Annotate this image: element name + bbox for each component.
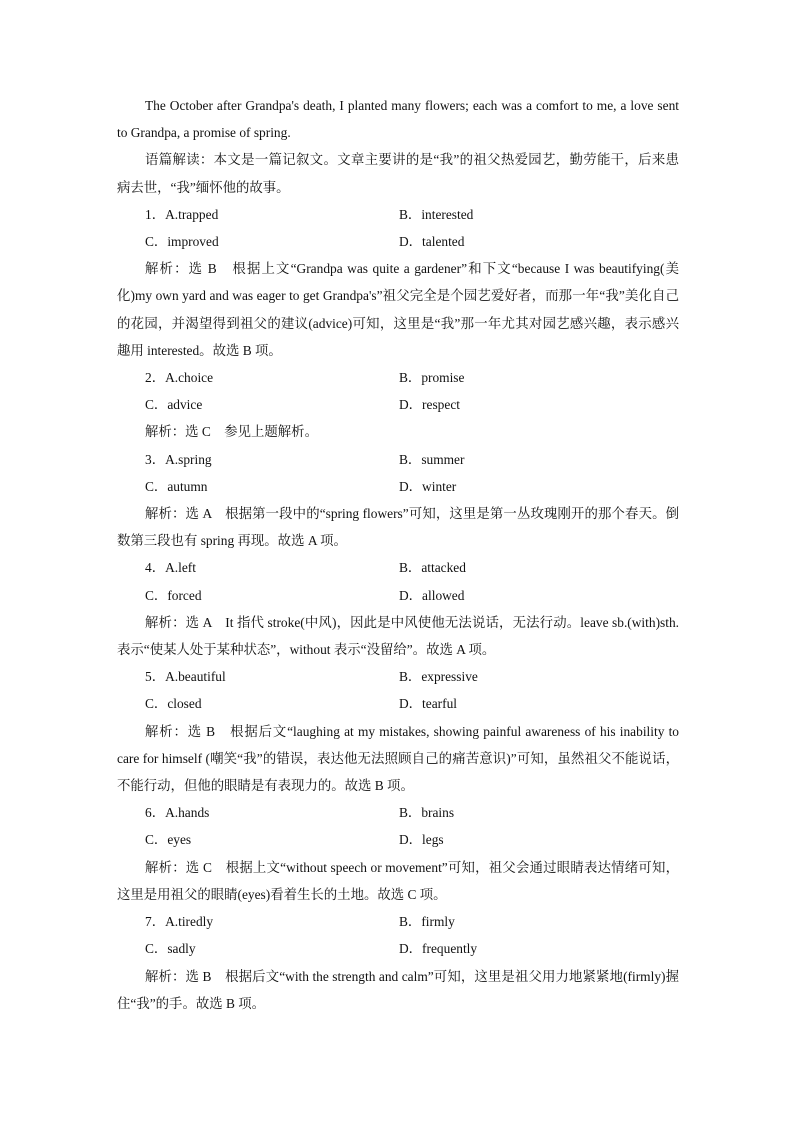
options-row [117, 446, 679, 473]
option-d: D．respect [399, 397, 460, 413]
options-row [117, 799, 679, 826]
option-d: D．frequently [399, 941, 478, 957]
option-a: 3．A.spring [145, 451, 212, 467]
option-d: D．winter [399, 478, 457, 494]
option-c: C．advice [145, 397, 203, 413]
question-1 [117, 201, 679, 364]
answer-analysis: 解析：选 A It 指代 stroke(中风)，因此是中风使他无法说话，无法行动。leave sb.(with)sth.表示“使某人处于某种状态”，without 表示“没留给”。故选 A 项。 [117, 614, 679, 658]
option-c: C．improved [145, 234, 219, 250]
question-2 [117, 364, 679, 446]
question-number: 1． [145, 206, 166, 222]
option-a: 2．A.choice [145, 370, 214, 386]
document-page [117, 92, 679, 1017]
option-b: B．interested [399, 206, 474, 222]
option-d: D．talented [399, 234, 465, 250]
answer-analysis: 解析：选 A 根据第一段中的“spring flowers”可知，这里是第一丛玫瑰刚开的那个春天。倒数第三段也有 spring 再现。故选 A 项。 [117, 506, 679, 549]
option-a: 7．A.tiredly [145, 914, 214, 930]
option-b: B．brains [399, 805, 455, 821]
answer-analysis: 解析：选 B 根据后文“laughing at my mistakes, showing painful awareness of his inability to care for himself (嘲笑“我”的错误，表达他无法照顾自己的痛苦意识)”可知，虽然祖父不能说话，不能行动，但他的眼睛是有表现力的。故选 B 项。 [117, 723, 679, 794]
question-6 [117, 799, 679, 908]
question-5 [117, 663, 679, 799]
question-number: 7． [145, 914, 166, 930]
question-7 [117, 908, 679, 1017]
option-a: 5．A.beautiful [145, 669, 226, 685]
option-c: C．forced [145, 587, 202, 603]
options-row [117, 201, 679, 228]
options-row [117, 473, 679, 500]
options-row [117, 554, 679, 581]
option-c: C．sadly [145, 941, 196, 957]
options-row [117, 582, 679, 609]
option-b: B．promise [399, 370, 465, 386]
options-row [117, 391, 679, 418]
answer-analysis: 解析：选 C 参见上题解析。 [145, 424, 318, 440]
option-b: B．attacked [399, 560, 466, 576]
option-d: D．legs [399, 832, 444, 848]
option-b: B．expressive [399, 669, 478, 685]
option-c: C．eyes [145, 832, 192, 848]
question-number: 2． [145, 370, 166, 386]
question-number: 5． [145, 669, 166, 685]
question-number: 4． [145, 560, 166, 576]
passage-summary: 语篇解读：本文是一篇记叙文。文章主要讲的是“我”的祖父热爱园艺，勤劳能干，后来患病去世，“我”缅怀他的故事。 [117, 152, 679, 195]
options-row [117, 935, 679, 962]
question-4 [117, 554, 679, 663]
question-number: 6． [145, 805, 166, 821]
options-row [117, 908, 679, 935]
option-b: B．summer [399, 451, 465, 467]
options-row [117, 663, 679, 690]
option-a: 1．A.trapped [145, 206, 219, 222]
answer-analysis: 解析：选 C 根据上文“without speech or movement”可知，祖父会通过眼睛表达情绪可知，这里是用祖父的眼睛(eyes)看着生长的土地。故选 C 项。 [117, 859, 679, 902]
options-row [117, 364, 679, 391]
answer-analysis: 解析：选 B 根据上文“Grandpa was quite a gardener”和下文“because I was beautifying(美化)my own yard and was eager to get Grandpa's”祖父完全是个园艺爱好者，而那一年“我”美化自己的花园，并渴望得到祖父的建议(advice)可知，这里是“我”那一年尤其对园艺感兴趣，表示感兴趣用 interested。故选 B 项。 [117, 261, 679, 358]
option-d: D．allowed [399, 587, 465, 603]
story-closing-paragraph: The October after Grandpa's death, I planted many flowers; each was a comfort to me, a love sent to Grandpa, a promise of spring. [117, 98, 679, 141]
question-3 [117, 446, 679, 555]
answer-analysis: 解析：选 B 根据后文“with the strength and calm”可知，这里是祖父用力地紧紧地(firmly)握住“我”的手。故选 B 项。 [117, 968, 679, 1011]
option-c: C．closed [145, 696, 202, 712]
options-row [117, 826, 679, 853]
options-row [117, 690, 679, 717]
option-c: C．autumn [145, 478, 208, 494]
option-a: 6．A.hands [145, 805, 210, 821]
option-a: 4．A.left [145, 560, 196, 576]
option-d: D．tearful [399, 696, 458, 712]
option-b: B．firmly [399, 914, 455, 930]
question-number: 3． [145, 451, 166, 467]
options-row [117, 228, 679, 255]
